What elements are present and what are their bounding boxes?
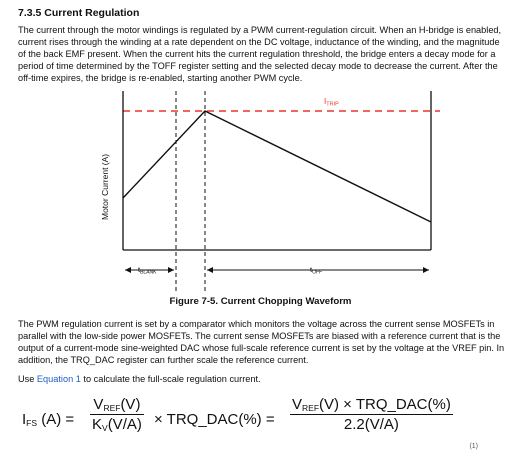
intro-paragraph: The current through the motor windings is regulated by a PWM current-regulation circuit. When an H-bridge is enabled, current rises through the winding at a rate dependent on the DC voltage, inductance of the winding, and the magnitude of the back EMF present. When the current hits the current regulation threshold, the bridge enters a decay mode for a period of time determined by the TOFF register setting and the selected decay mode to decrease the current. After the off-time expires, the bridge is re-enabled, starting another PWM cycle. bbox=[18, 25, 502, 83]
current-waveform bbox=[123, 111, 431, 222]
equation-middle: × TRQ_DAC(%) = bbox=[154, 411, 275, 428]
equation-number: (1) bbox=[469, 443, 478, 450]
trip-label: ITRIP bbox=[324, 97, 339, 108]
fraction-2-denominator: 2.2(V/A) bbox=[343, 416, 399, 433]
equation-reference-paragraph bbox=[18, 373, 506, 385]
lhs-unit: (A) = bbox=[41, 411, 75, 428]
off-arrow-left-head bbox=[207, 267, 213, 273]
fraction-1-numerator: $V_{REF}(V)$ bbox=[93, 396, 141, 413]
blank-arrow-left-head bbox=[125, 267, 131, 273]
blank-arrow-right-head bbox=[168, 267, 174, 273]
equation-1-link[interactable]: Equation 1 bbox=[36, 374, 81, 384]
fraction-2-numerator: $V_{REF}(V)$ × TRQ_DAC(%) bbox=[292, 396, 451, 413]
fraction-1-denominator: $K_V(V/A)$ bbox=[92, 416, 142, 433]
lhs-symbol: I bbox=[22, 411, 27, 428]
fraction-2 bbox=[290, 396, 453, 433]
paragraph-suffix: to calculate the full-scale regulation current. bbox=[80, 374, 261, 384]
equation-lhs bbox=[22, 411, 74, 428]
blank-time-label: $t_{BLANK}$ bbox=[138, 265, 157, 276]
figure-caption: Figure 7-5. Current Chopping Waveform bbox=[169, 296, 352, 307]
section-heading: 7.3.5 Current Regulation bbox=[18, 7, 140, 19]
off-arrow-right-head bbox=[423, 267, 429, 273]
pwm-paragraph: The PWM regulation current is set by a comparator which monitors the voltage across the current sense MOSFETs in parallel with the low-side power MOSFETs. The current sense MOSFETs are biased with a reference current that is the output of a current-mode sine-weighted DAC whose full-scale reference current is set by the voltage at the VREF pin. In addition, the TRQ_DAC register can further scale the reference current. bbox=[18, 319, 505, 365]
fraction-1-bar bbox=[90, 414, 144, 415]
full-scale-current-equation bbox=[22, 396, 502, 450]
y-axis-label: Motor Current (A) bbox=[100, 153, 110, 220]
waveform-diagram bbox=[95, 88, 440, 293]
paragraph-prefix: Use bbox=[18, 374, 37, 384]
off-time-label: $t_{OFF}$ bbox=[310, 265, 323, 276]
fraction-2-bar bbox=[290, 414, 453, 415]
current-chopping-figure bbox=[95, 88, 440, 298]
lhs-subscript: FS bbox=[26, 418, 38, 428]
fraction-1 bbox=[90, 396, 144, 433]
